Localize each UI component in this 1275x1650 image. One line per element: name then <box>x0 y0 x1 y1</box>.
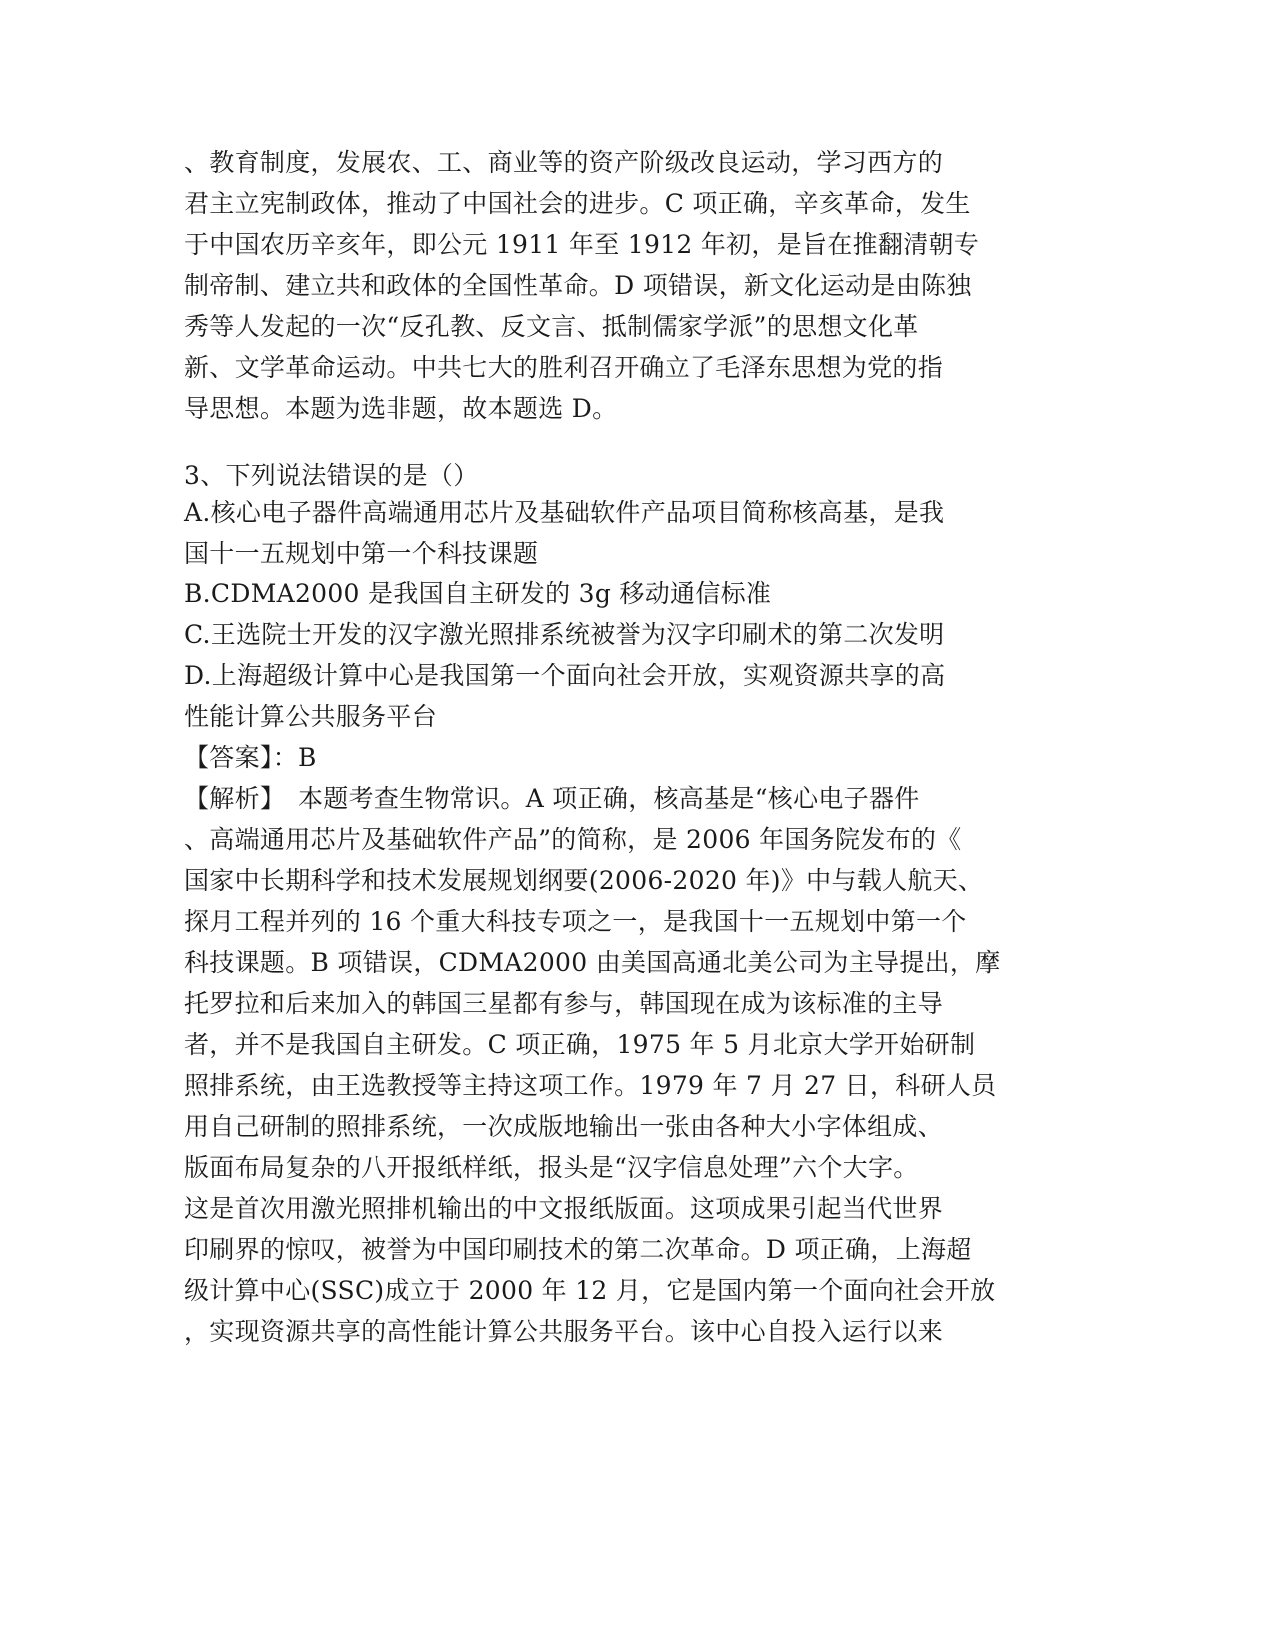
question-stem: 3、下列说法错误的是（） <box>184 461 479 490</box>
answer-line: 【答案】：B <box>184 743 317 772</box>
analysis-line: 照排系统，由王选教授等主持这项工作。1979 年 7 月 27 日，科研人员 <box>184 1071 997 1100</box>
analysis-line: 科技课题。B 项错误，CDMA2000 由美国高通北美公司为主导提出，摩 <box>184 948 1001 977</box>
prev-analysis-line: 君主立宪制政体，推动了中国社会的进步。C 项正确，辛亥革命，发生 <box>184 189 971 218</box>
analysis-line: 用自己研制的照排系统，一次成版地输出一张由各种大小字体组成、 <box>184 1112 944 1141</box>
analysis-line: 、高端通用芯片及基础软件产品”的简称，是 2006 年国务院发布的《 <box>184 825 962 854</box>
analysis-line: 托罗拉和后来加入的韩国三星都有参与，韩国现在成为该标准的主导 <box>184 989 944 1018</box>
prev-analysis-line: 导思想。本题为选非题，故本题选 D。 <box>184 394 618 423</box>
analysis-line: ，实现资源共享的高性能计算公共服务平台。该中心自投入运行以来 <box>184 1317 944 1346</box>
analysis-line: 者，并不是我国自主研发。C 项正确，1975 年 5 月北京大学开始研制 <box>184 1030 976 1059</box>
prev-analysis-line: 秀等人发起的一次“反孔教、反文言、抵制儒家学派”的思想文化革 <box>184 312 919 341</box>
analysis-line: 版面布局复杂的八开报纸样纸，报头是“汉字信息处理”六个大字。 <box>184 1153 919 1182</box>
option-a-line: 国十一五规划中第一个科技课题 <box>184 539 539 568</box>
prev-analysis-line: 于中国农历辛亥年，即公元 1911 年至 1912 年初，是旨在推翻清朝专 <box>184 230 980 259</box>
analysis-line: 这是首次用激光照排机输出的中文报纸版面。这项成果引起当代世界 <box>184 1194 944 1223</box>
option-b: B.CDMA2000 是我国自主研发的 3g 移动通信标准 <box>184 579 772 608</box>
prev-analysis-line: 新、文学革命运动。中共七大的胜利召开确立了毛泽东思想为党的指 <box>184 353 944 382</box>
analysis-line: 级计算中心(SSC)成立于 2000 年 12 月，它是国内第一个面向社会开放 <box>184 1276 996 1305</box>
option-d-line: 性能计算公共服务平台 <box>184 702 438 731</box>
option-a-line: A.核心电子器件高端通用芯片及基础软件产品项目简称核高基，是我 <box>184 498 945 527</box>
analysis-line: 【解析】 本题考查生物常识。A 项正确，核高基是“核心电子器件 <box>184 784 920 813</box>
analysis-line: 国家中长期科学和技术发展规划纲要(2006-2020 年)》中与载人航天、 <box>184 866 984 895</box>
prev-analysis-line: 、教育制度，发展农、工、商业等的资产阶级改良运动，学习西方的 <box>184 148 944 177</box>
option-d-line: D.上海超级计算中心是我国第一个面向社会开放，实观资源共享的高 <box>184 661 946 690</box>
analysis-line: 探月工程并列的 16 个重大科技专项之一，是我国十一五规划中第一个 <box>184 907 967 936</box>
analysis-line: 印刷界的惊叹，被誉为中国印刷技术的第二次革命。D 项正确，上海超 <box>184 1235 972 1264</box>
prev-analysis-line: 制帝制、建立共和政体的全国性革命。D 项错误，新文化运动是由陈独 <box>184 271 972 300</box>
option-c: C.王选院士开发的汉字激光照排系统被誉为汉字印刷术的第二次发明 <box>184 620 945 649</box>
